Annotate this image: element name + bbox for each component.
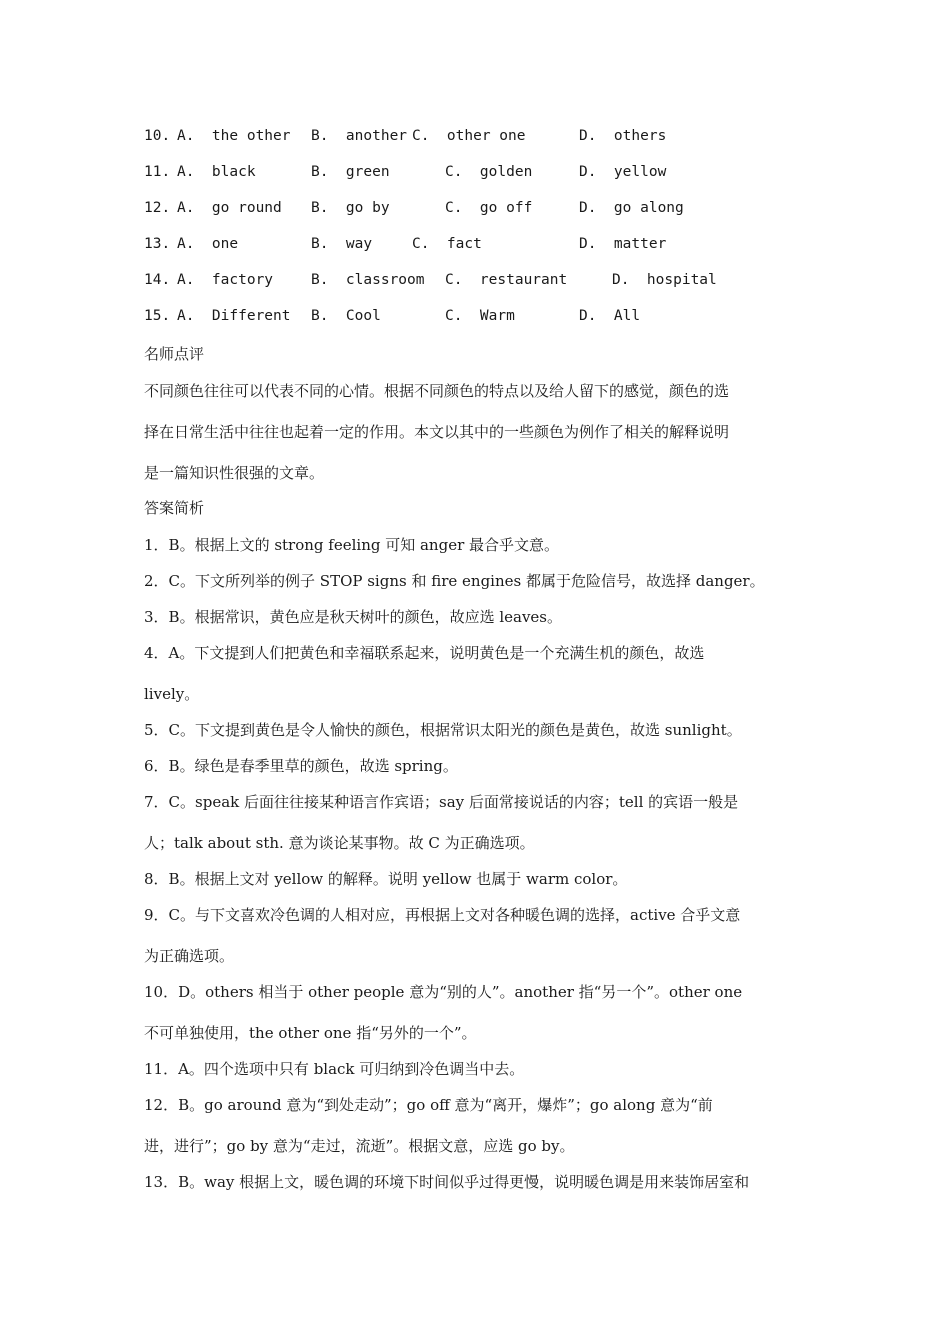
option-b: B. way bbox=[311, 236, 373, 252]
option-d: D. go along bbox=[579, 200, 684, 216]
option-row-15 bbox=[0, 308, 950, 330]
option-b: B. green bbox=[311, 164, 390, 180]
option-row-11 bbox=[0, 164, 950, 186]
comment-line: 不同颜色往往可以代表不同的心情。根据不同颜色的特点以及给人留下的感觉，颜色的选 bbox=[144, 382, 730, 400]
answer-line: 3．B。根据常识，黄色应是秋天树叶的颜色，故应选 leaves。 bbox=[144, 608, 563, 626]
option-b: B. classroom bbox=[311, 272, 425, 288]
answer-line: lively。 bbox=[144, 685, 200, 703]
option-row-14 bbox=[0, 272, 950, 294]
answer-line: 7．C。speak 后面往往接某种语言作宾语；say 后面常接说话的内容；tell 的宾语一般是 bbox=[144, 793, 739, 811]
option-d: D. hospital bbox=[612, 272, 717, 288]
question-number: 11. bbox=[144, 164, 171, 180]
answer-line: 2．C。下文所列举的例子 STOP signs 和 fire engines 都属于危险信号，故选择 danger。 bbox=[144, 572, 765, 590]
option-a: A. the other bbox=[177, 128, 291, 144]
option-b: B. go by bbox=[311, 200, 390, 216]
answer-line: 人；talk about sth. 意为谈论某事物。故 C 为正确选项。 bbox=[144, 834, 535, 852]
question-number: 12. bbox=[144, 200, 171, 216]
option-a: A. one bbox=[177, 236, 239, 252]
option-d: D. yellow bbox=[579, 164, 667, 180]
comment-line: 是一篇知识性很强的文章。 bbox=[144, 464, 325, 482]
option-a: A. black bbox=[177, 164, 256, 180]
option-row-10 bbox=[0, 128, 950, 150]
option-c: C. golden bbox=[445, 164, 533, 180]
option-c: C. go off bbox=[445, 200, 533, 216]
option-b: B. another bbox=[311, 128, 408, 144]
question-number: 10. bbox=[144, 128, 171, 144]
question-number: 15. bbox=[144, 308, 171, 324]
question-number: 14. bbox=[144, 272, 171, 288]
answer-line: 9．C。与下文喜欢冷色调的人相对应，再根据上文对各种暖色调的选择，active 合乎文意 bbox=[144, 906, 741, 924]
answer-line: 10．D。others 相当于 other people 意为“别的人”。another 指“另一个”。other one bbox=[144, 983, 743, 1001]
answer-line: 不可单独使用，the other one 指“另外的一个”。 bbox=[144, 1024, 477, 1042]
answer-line: 11．A。四个选项中只有 black 可归纳到冷色调当中去。 bbox=[144, 1060, 525, 1078]
answer-line: 8．B。根据上文对 yellow 的解释。说明 yellow 也属于 warm color。 bbox=[144, 870, 628, 888]
option-c: C. fact bbox=[412, 236, 482, 252]
option-a: A. Different bbox=[177, 308, 291, 324]
option-a: A. go round bbox=[177, 200, 282, 216]
answer-line: 为正确选项。 bbox=[144, 947, 235, 965]
question-number: 13. bbox=[144, 236, 171, 252]
option-c: C. Warm bbox=[445, 308, 515, 324]
teacher-comment-heading: 名师点评 bbox=[144, 345, 205, 363]
option-c: C. other one bbox=[412, 128, 526, 144]
answer-line: 4．A。下文提到人们把黄色和幸福联系起来，说明黄色是一个充满生机的颜色，故选 bbox=[144, 644, 705, 662]
answer-line: 6．B。绿色是春季里草的颜色，故选 spring。 bbox=[144, 757, 458, 775]
option-a: A. factory bbox=[177, 272, 274, 288]
answer-line: 12．B。go around 意为“到处走动”；go off 意为“离开，爆炸”；go along 意为“前 bbox=[144, 1096, 713, 1114]
answer-line: 5．C。下文提到黄色是令人愉快的颜色，根据常识太阳光的颜色是黄色，故选 sunlight。 bbox=[144, 721, 742, 739]
answer-line: 进，进行”；go by 意为“走过，流逝”。根据文意，应选 go by。 bbox=[144, 1137, 575, 1155]
option-b: B. Cool bbox=[311, 308, 381, 324]
option-row-12 bbox=[0, 200, 950, 222]
comment-line: 择在日常生活中往往也起着一定的作用。本文以其中的一些颜色为例作了相关的解释说明 bbox=[144, 423, 730, 441]
answer-line: 1．B。根据上文的 strong feeling 可知 anger 最合乎文意。 bbox=[144, 536, 560, 554]
option-c: C. restaurant bbox=[445, 272, 568, 288]
option-d: D. others bbox=[579, 128, 667, 144]
option-d: D. All bbox=[579, 308, 641, 324]
answer-line: 13．B。way 根据上文，暖色调的环境下时间似乎过得更慢，说明暖色调是用来装饰居室和 bbox=[144, 1173, 750, 1191]
option-d: D. matter bbox=[579, 236, 667, 252]
option-row-13 bbox=[0, 236, 950, 258]
answers-heading: 答案简析 bbox=[144, 499, 205, 517]
